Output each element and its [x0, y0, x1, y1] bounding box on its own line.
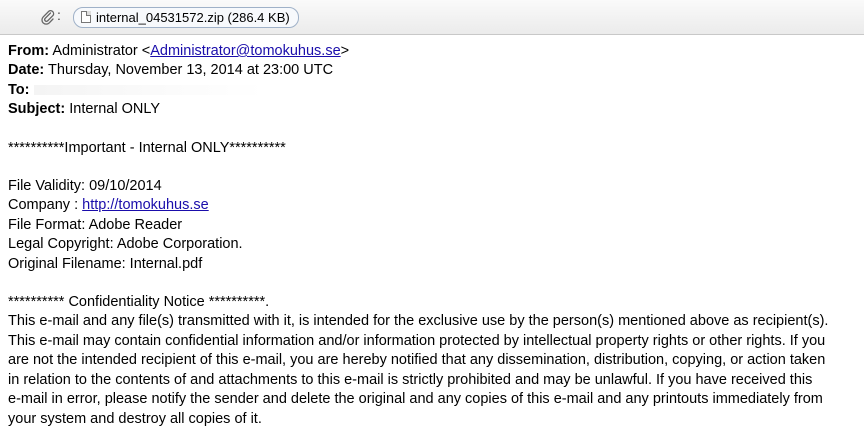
attachment-colon: :: [57, 7, 61, 23]
notice-line: This e-mail and any file(s) transmitted with it, is intended for the exclusive use by the person(s) mentioned above as recipient(s).: [8, 313, 829, 330]
document-icon: [81, 11, 91, 23]
spacer: [8, 120, 858, 139]
paperclip-icon: [40, 9, 56, 25]
important-banner: **********Important - Internal ONLY**********: [8, 139, 286, 156]
attachment-bar: [0, 0, 864, 35]
from-label: From:: [8, 43, 50, 59]
to-line: [8, 81, 858, 100]
notice-line: your system and destroy all copies of it.: [8, 410, 262, 427]
attachment-filename: internal_04531572.zip (286.4 KB): [96, 10, 290, 25]
date-line: [8, 61, 858, 80]
to-label: To:: [8, 81, 30, 98]
from-line: [8, 42, 858, 61]
from-close: >: [340, 43, 350, 59]
confidentiality-header: ********** Confidentiality Notice **********.: [8, 294, 270, 311]
message-content: [8, 42, 858, 429]
date-label: Date:: [8, 62, 45, 79]
notice-line: e-mail in error, please notify the sender and delete the original and any copies of this e-mail and any printouts immediately from: [8, 391, 823, 408]
subject-label: Subject:: [8, 101, 66, 118]
company-line: [8, 196, 858, 215]
spacer: [8, 274, 858, 293]
redacted-recipient: [34, 85, 264, 95]
company-link[interactable]: http://tomokuhus.se: [82, 197, 209, 214]
notice-line: are not the intended recipient of this e-mail, you are hereby notified that any dissemination, distribution, copying, or action taken: [8, 352, 826, 369]
subject-line: [8, 100, 858, 119]
subject-value: Internal ONLY: [65, 101, 161, 118]
original-filename: Original Filename: Internal.pdf: [8, 255, 203, 272]
file-format: File Format: Adobe Reader: [8, 216, 183, 233]
notice-line: in relation to the contents of and attachments to this e-mail is strictly prohibited and may be unlawful. If you have received this: [8, 371, 813, 388]
attachment-file-button[interactable]: [73, 7, 299, 28]
notice-line: This e-mail may contain confidential information and/or information protected by intellectual property rights or other rights. If you: [8, 332, 826, 349]
from-email-link[interactable]: Administrator@tomokuhus.se: [150, 43, 341, 59]
legal-copyright: Legal Copyright: Adobe Corporation.: [8, 236, 243, 253]
date-value: Thursday, November 13, 2014 at 23:00 UTC: [44, 62, 334, 79]
from-name: Administrator <: [49, 43, 151, 59]
file-validity: File Validity: 09/10/2014: [8, 178, 162, 195]
company-label: Company :: [8, 197, 83, 214]
spacer: [8, 158, 858, 177]
